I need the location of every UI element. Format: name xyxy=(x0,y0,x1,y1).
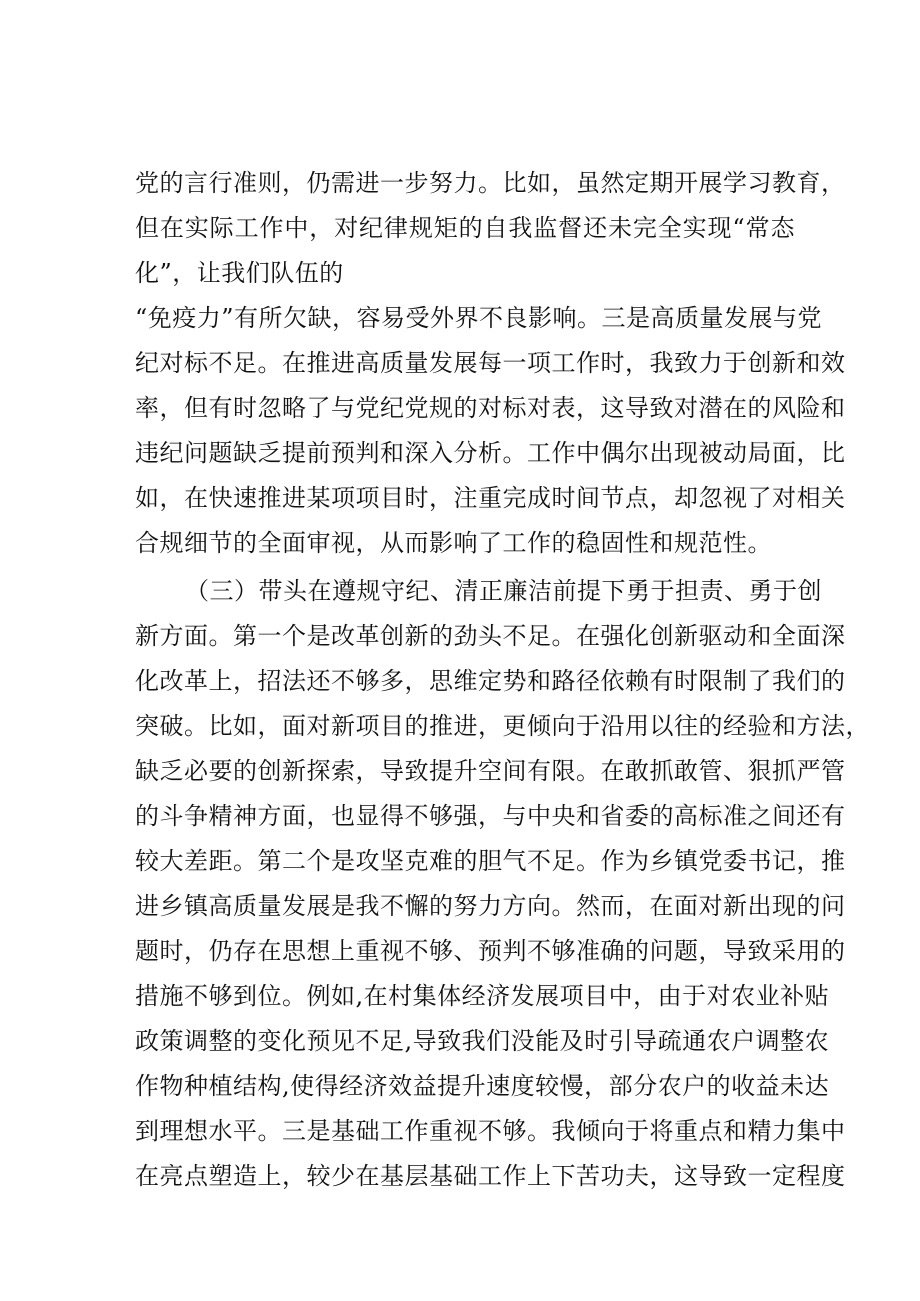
text-line: 合规细节的全面审视，从而影响了工作的稳固性和规范性。 xyxy=(135,529,772,557)
text-line: 到理想水平。三是基础工作重视不够。我倾向于将重点和精力集中 xyxy=(135,1117,846,1145)
text-line: 在亮点塑造上，较少在基层基础工作上下苦功夫，这导致一定程度 xyxy=(135,1162,846,1190)
section-heading-line: （三）带头在遵规守纪、清正廉洁前提下勇于担责、勇于创 xyxy=(185,577,822,605)
text-line: 违纪问题缺乏提前预判和深入分析。工作中偶尔出现被动局面，比 xyxy=(135,439,846,467)
text-line: 新方面。第一个是改革创新的劲头不足。在强化创新驱动和全面深 xyxy=(135,622,846,650)
text-line: 如，在快速推进某项项目时，注重完成时间节点，却忽视了对相关 xyxy=(135,484,846,512)
text-line: 政策调整的变化预见不足,导致我们没能及时引导疏通农户调整农 xyxy=(135,1027,830,1055)
text-line: 纪对标不足。在推进高质量发展每一项工作时，我致力于创新和效 xyxy=(135,349,846,377)
text-line: 化”，让我们队伍的 xyxy=(135,259,344,287)
text-line: 率，但有时忽略了与党纪党规的对标对表，这导致对潜在的风险和 xyxy=(135,394,846,422)
text-line: 措施不够到位。例如,在村集体经济发展项目中，由于对农业补贴 xyxy=(135,982,830,1010)
text-line: 较大差距。第二个是攻坚克难的胆气不足。作为乡镇党委书记，推 xyxy=(135,847,846,875)
text-line: 但在实际工作中，对纪律规矩的自我监督还未完全实现“常态 xyxy=(135,214,795,242)
text-line: 进乡镇高质量发展是我不懈的努力方向。然而，在面对新出现的问 xyxy=(135,892,846,920)
text-line: 题时，仍存在思想上重视不够、预判不够准确的问题，导致采用的 xyxy=(135,937,846,965)
text-line: 化改革上，招法还不够多，思维定势和路径依赖有时限制了我们的 xyxy=(135,667,846,695)
text-line: 的斗争精神方面，也显得不够强，与中央和省委的高标准之间还有 xyxy=(135,802,846,830)
text-line: 突破。比如，面对新项目的推进，更倾向于沿用以往的经验和方法， xyxy=(135,712,870,740)
text-line: 党的言行准则，仍需进一步努力。比如，虽然定期开展学习教育， xyxy=(135,169,846,197)
text-line: 缺乏必要的创新探索，导致提升空间有限。在敢抓敢管、狠抓严管 xyxy=(135,757,846,785)
text-line: 作物种植结构,使得经济效益提升速度较慢，部分农户的收益未达 xyxy=(135,1072,830,1100)
text-line: “免疫力”有所欠缺，容易受外界不良影响。三是高质量发展与党 xyxy=(135,304,823,332)
